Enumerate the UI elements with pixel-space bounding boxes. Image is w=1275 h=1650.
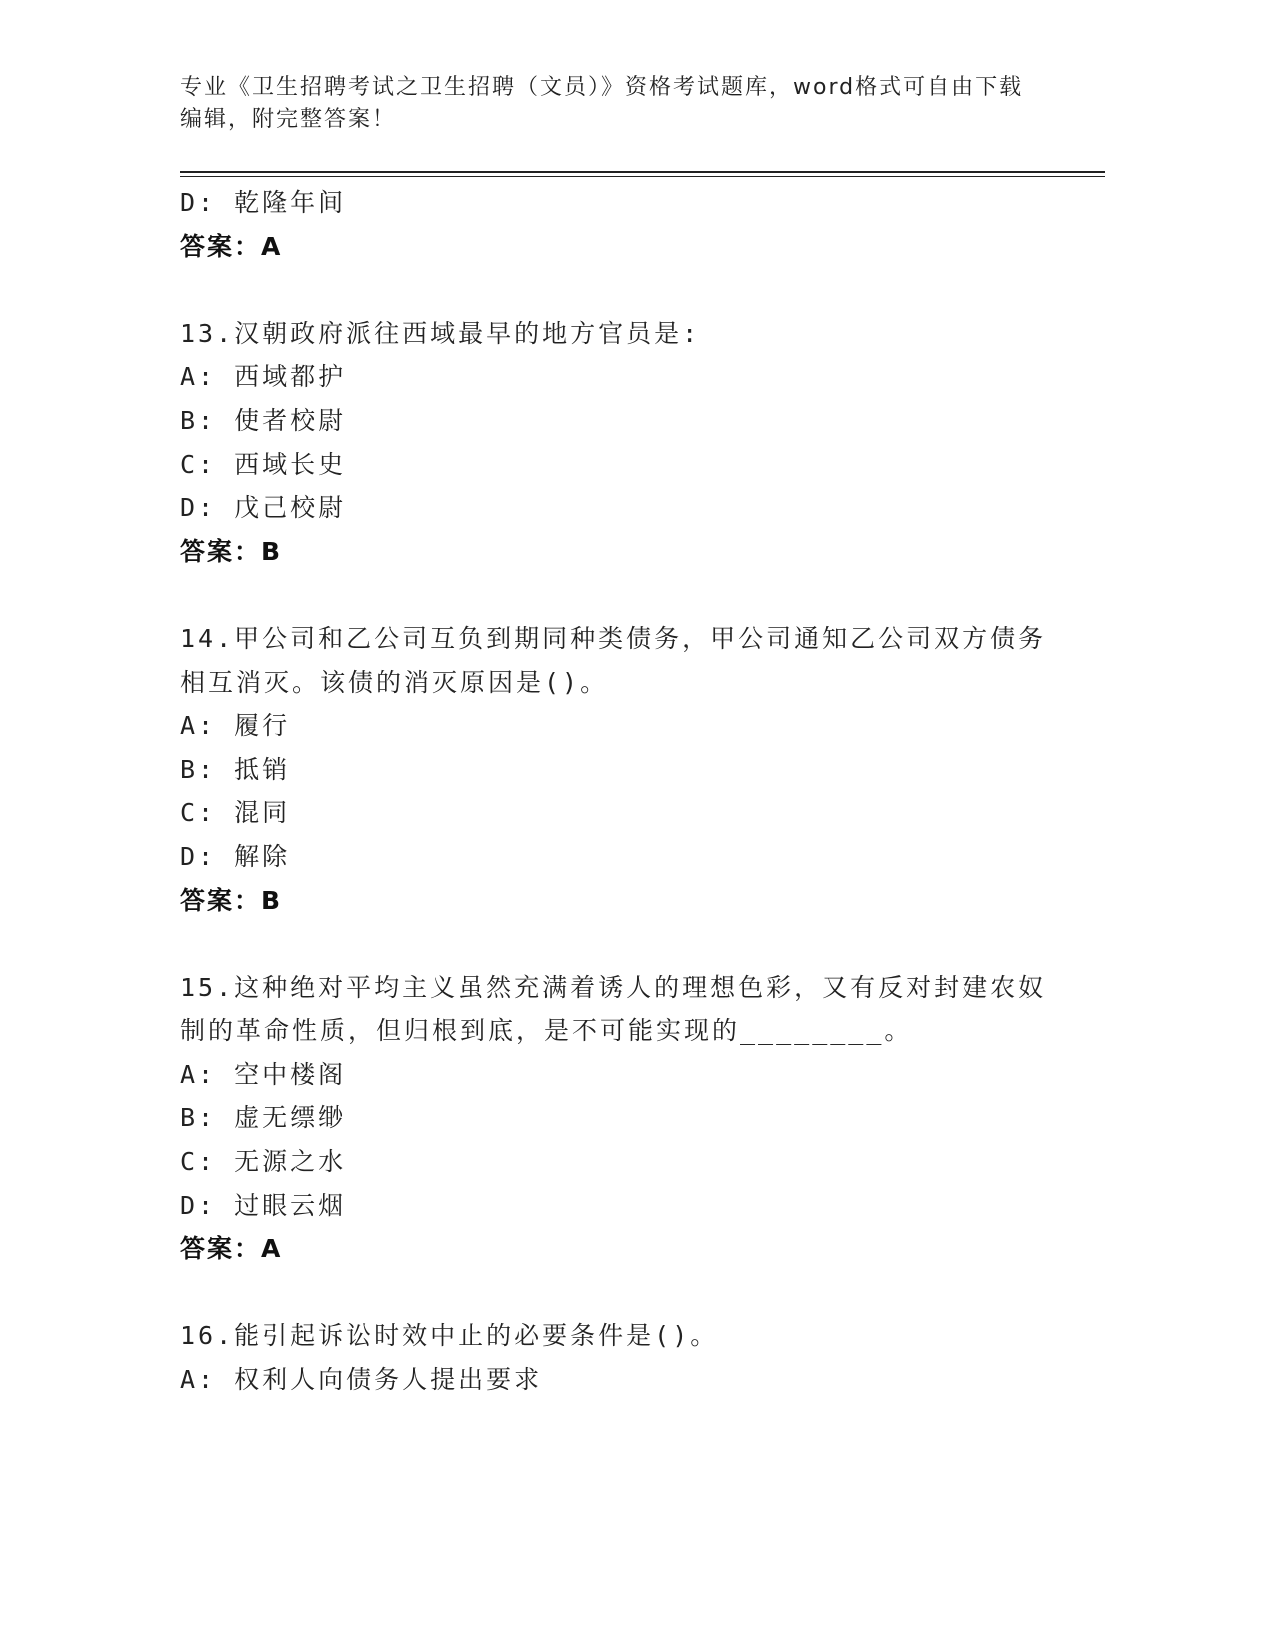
spacer bbox=[180, 573, 1080, 617]
question-stem: 15.这种绝对平均主义虽然充满着诱人的理想色彩，又有反对封建农奴 bbox=[180, 972, 1047, 1002]
spacer bbox=[180, 1271, 1080, 1315]
header-line-1: 专业《卫生招聘考试之卫生招聘（文员）》资格考试题库，word格式可自由下载 bbox=[180, 75, 1024, 100]
option-b: B: 使者校尉 bbox=[180, 405, 347, 435]
option-d: D: 戊己校尉 bbox=[180, 493, 347, 523]
option-a: A: 西域都护 bbox=[180, 362, 347, 392]
prev-answer: 答案：A bbox=[180, 231, 283, 261]
header-divider-thick bbox=[180, 171, 1105, 173]
question-16 bbox=[180, 1314, 1080, 1401]
option-a: A: 空中楼阁 bbox=[180, 1059, 347, 1089]
answer: 答案：A bbox=[180, 1234, 283, 1264]
option-b: B: 抵销 bbox=[180, 754, 291, 784]
question-stem-cont: 制的革命性质，但归根到底，是不可能实现的________。 bbox=[180, 1016, 913, 1046]
document-header bbox=[180, 72, 1060, 136]
option-c: C: 西域长史 bbox=[180, 449, 347, 479]
spacer bbox=[180, 922, 1080, 966]
prev-option-d: D: 乾隆年间 bbox=[180, 188, 347, 217]
question-13 bbox=[180, 312, 1080, 574]
option-c: C: 混同 bbox=[180, 798, 291, 828]
question-stem: 14.甲公司和乙公司互负到期同种类债务，甲公司通知乙公司双方债务 bbox=[180, 623, 1047, 653]
question-stem: 13.汉朝政府派往西域最早的地方官员是: bbox=[180, 318, 701, 348]
option-c: C: 无源之水 bbox=[180, 1147, 347, 1177]
answer: 答案：B bbox=[180, 885, 283, 915]
question-list bbox=[180, 181, 1080, 1402]
option-d: D: 解除 bbox=[180, 841, 291, 871]
option-a: A: 权利人向债务人提出要求 bbox=[180, 1365, 543, 1395]
option-d: D: 过眼云烟 bbox=[180, 1190, 347, 1220]
question-stem-cont: 相互消灭。该债的消灭原因是()。 bbox=[180, 667, 609, 697]
question-stem: 16.能引起诉讼时效中止的必要条件是()。 bbox=[180, 1321, 719, 1351]
question-14 bbox=[180, 617, 1080, 922]
option-a: A: 履行 bbox=[180, 711, 291, 741]
question-15 bbox=[180, 966, 1080, 1271]
spacer bbox=[180, 268, 1080, 312]
answer: 答案：B bbox=[180, 536, 283, 566]
header-divider-thin bbox=[180, 176, 1105, 177]
option-b: B: 虚无缥缈 bbox=[180, 1103, 347, 1133]
header-line-2: 编辑，附完整答案！ bbox=[180, 107, 397, 132]
